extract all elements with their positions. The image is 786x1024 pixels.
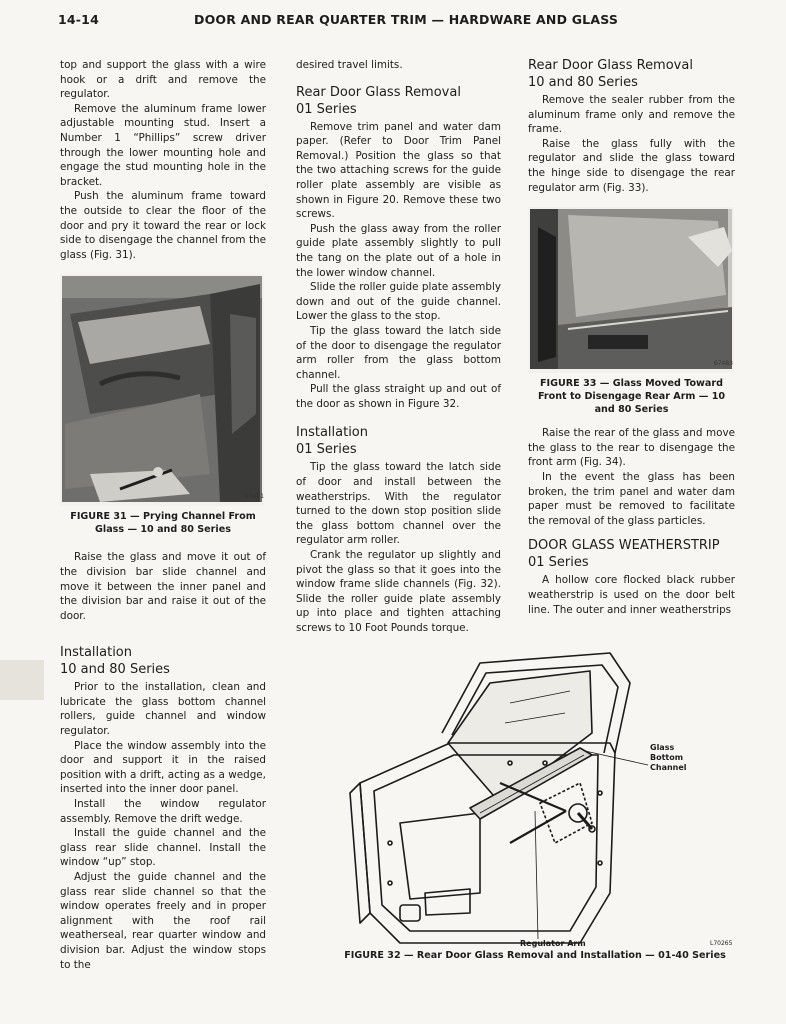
paragraph: Push the aluminum frame toward the outside to clear the floor of the door and pry it toward the rear or lock side to disengage the channel from the glass (Fig. 31).: [60, 190, 266, 261]
paragraph: Crank the regulator up slightly and pivot the glass so that it goes into the window frame slide channels (Fig. 32). Slide the roller guide plate assembly up into place and tighten attaching screws to 10 Foot Pounds torque.: [296, 549, 501, 634]
paragraph: Remove the aluminum frame lower adjustable mounting stud. Insert a Number 1 “Phillips” screw driver through the lower mounting hole and engage the stud mounting hole in the bracket.: [60, 102, 266, 188]
subsection-heading: 10 and 80 Series: [60, 662, 170, 678]
figure-33-photo: [528, 207, 734, 373]
column-3: [528, 58, 735, 617]
column-1: [60, 58, 266, 972]
page-header: [58, 12, 738, 32]
figure-31-caption: FIGURE 31 — Prying Channel From Glass — 10 and 80 Series: [70, 511, 256, 536]
paragraph: Raise the glass fully with the regulator and slide the glass toward the hinge side to disengage the rear regulator arm (Fig. 33).: [528, 137, 735, 194]
paragraph: Remove trim panel and water dam paper. (Refer to Door Trim Panel Removal.) Position the glass so that the two attaching screws for the guide roller plate assembly are visible as shown in Figure 20. Remove these two screws.: [296, 120, 501, 221]
figure-31-photo: [60, 274, 264, 506]
paragraph: Push the glass away from the roller guide plate assembly slightly to pull the tang on the plate out of a hole in the lower window channel.: [296, 222, 501, 279]
paragraph: A hollow core flocked black rubber weatherstrip is used on the door belt line. The outer and inner weatherstrips: [528, 574, 735, 616]
paragraph: Install the window regulator assembly. Remove the drift wedge.: [60, 798, 266, 825]
paragraph: Place the window assembly into the door and support it in the raised position with a drift, acting as a wedge, inserted into the inner door panel.: [60, 739, 266, 796]
paragraph: In the event the glass has been broken, the trim panel and water dam paper must be removed to facilitate the removal of the glass particles.: [528, 470, 735, 527]
figure-33: [528, 207, 735, 373]
paragraph: Adjust the guide channel and the glass rear slide channel so that the window operates freely and in proper alignment with the roof rail weatherseal, rear quarter window and division bar. Adjust the window stops to the: [60, 871, 266, 971]
paragraph: Prior to the installation, clean and lubricate the glass bottom channel rollers, guide channel and window regulator.: [60, 681, 266, 738]
callout-regulator-arm: Regulator Arm: [520, 939, 586, 948]
figure-32-drawing: [330, 643, 740, 948]
figure-32-caption: FIGURE 32 — Rear Door Glass Removal and Installation — 01-40 Series: [344, 950, 726, 961]
paragraph: Pull the glass straight up and out of the door as shown in Figure 32.: [296, 383, 501, 410]
figure-32: [330, 643, 740, 948]
column-2: [296, 58, 501, 636]
paragraph: Install the guide channel and the glass rear slide channel. Install the window “up” stop.: [60, 827, 266, 869]
paragraph: Raise the glass and move it out of the division bar slide channel and move it between the inner panel and the division bar and raise it out of the door.: [60, 551, 266, 622]
subsection-heading: 10 and 80 Series: [528, 75, 638, 90]
page-number: 14-14: [58, 12, 99, 27]
figure-number: 67483: [713, 359, 733, 367]
section-heading: DOOR GLASS WEATHERSTRIP: [528, 538, 720, 554]
section-heading: Installation: [296, 425, 369, 441]
subsection-heading: 01 Series: [296, 442, 357, 458]
subsection-heading: 01 Series: [528, 555, 589, 571]
figure-number: L70265: [710, 940, 733, 947]
page-edge-tab: [0, 660, 44, 700]
paragraph: desired travel limits.: [296, 59, 403, 71]
figure-31: [60, 274, 266, 506]
callout-glass-bottom-channel: Glass Bottom Channel: [650, 743, 687, 772]
paragraph: Remove the sealer rubber from the aluminum frame only and remove the frame.: [528, 94, 735, 136]
figure-number: 67481: [244, 492, 264, 500]
paragraph: Tip the glass toward the latch side of the door to disengage the regulator arm roller from the glass bottom channel.: [296, 324, 501, 381]
paragraph: Tip the glass toward the latch side of door and install between the weatherstrips. With the regulator turned to the down stop position slide the glass bottom channel over the regulator arm roller.: [296, 461, 501, 547]
paragraph: Raise the rear of the glass and move the glass to the rear to disengage the front arm (Fig. 34).: [528, 427, 735, 469]
subsection-heading: 01 Series: [296, 101, 357, 117]
section-heading: Rear Door Glass Removal: [296, 84, 461, 100]
figure-33-caption: FIGURE 33 — Glass Moved Toward Front to Disengage Rear Arm — 10 and 80 Series: [537, 378, 726, 416]
paragraph: top and support the glass with a wire hook or a drift and remove the regulator.: [60, 59, 266, 101]
section-heading: Rear Door Glass Removal: [528, 58, 693, 73]
paragraph: Slide the roller guide plate assembly down and out of the guide channel. Lower the glass to the stop.: [296, 281, 501, 323]
section-heading: Installation: [60, 645, 133, 661]
page-title: DOOR AND REAR QUARTER TRIM — HARDWARE AND GLASS: [194, 12, 619, 27]
